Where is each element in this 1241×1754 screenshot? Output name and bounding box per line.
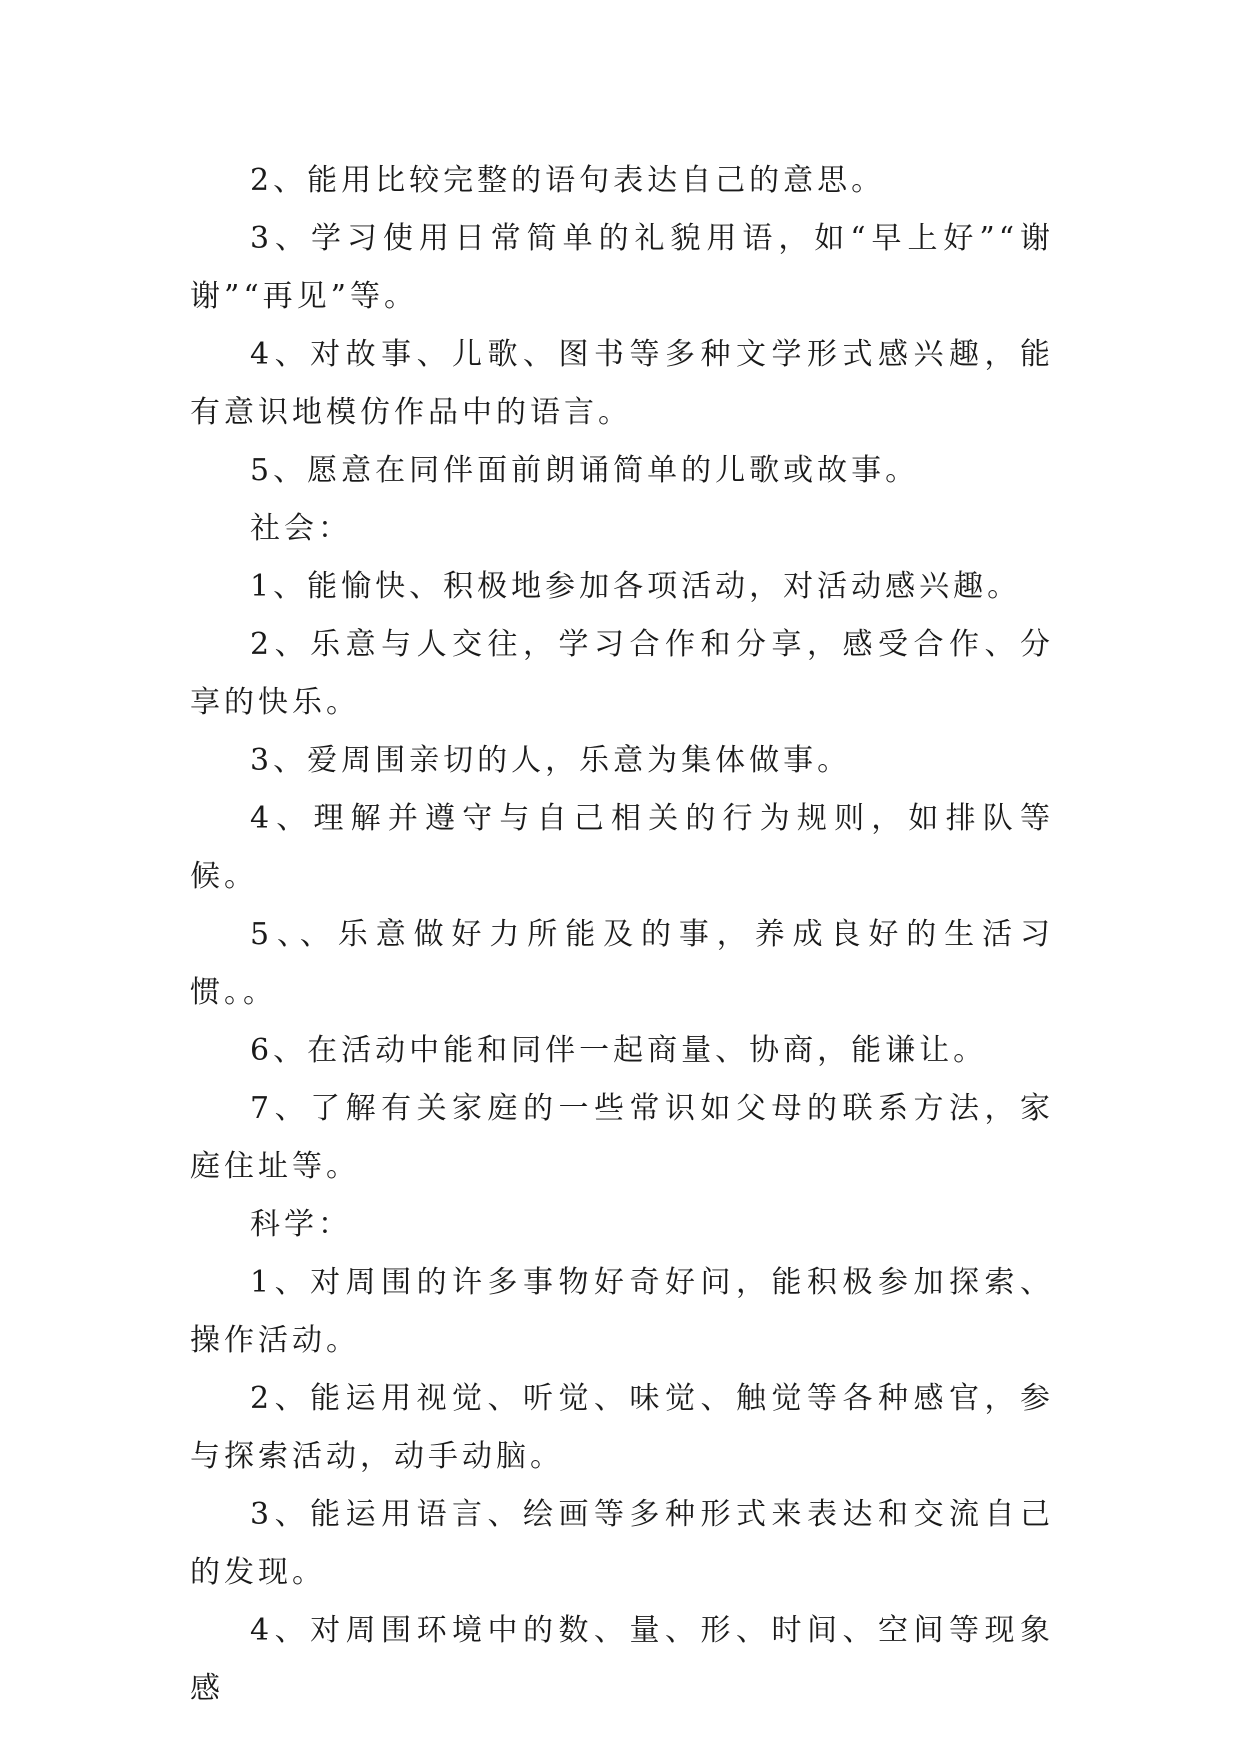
section-heading-social: 社会： xyxy=(250,511,352,546)
paragraph: 3、能运用语言、绘画等多种形式来表达和交流自己的发现。 xyxy=(190,1497,1054,1590)
paragraph: 4、对周围环境中的数、量、形、时间、空间等现象感 xyxy=(190,1613,1054,1706)
paragraph: 2、能运用视觉、听觉、味觉、触觉等各种感官，参与探索活动，动手动脑。 xyxy=(190,1381,1054,1474)
paragraph: 3、爱周围亲切的人，乐意为集体做事。 xyxy=(250,743,852,778)
paragraph: 4、对故事、儿歌、图书等多种文学形式感兴趣，能有意识地模仿作品中的语言。 xyxy=(190,337,1054,430)
section-heading-science: 科学： xyxy=(250,1207,352,1242)
paragraph: 7、了解有关家庭的一些常识如父母的联系方法，家庭住址等。 xyxy=(190,1091,1054,1184)
paragraph: 5、愿意在同伴面前朗诵简单的儿歌或故事。 xyxy=(250,453,920,488)
paragraph: 4、理解并遵守与自己相关的行为规则，如排队等候。 xyxy=(190,801,1054,894)
paragraph: 6、在活动中能和同伴一起商量、协商，能谦让。 xyxy=(250,1033,988,1068)
paragraph: 1、能愉快、积极地参加各项活动，对活动感兴趣。 xyxy=(250,569,1022,604)
paragraph: 5、、乐意做好力所能及的事，养成良好的生活习惯。。 xyxy=(190,917,1054,1010)
paragraph: 2、乐意与人交往，学习合作和分享，感受合作、分享的快乐。 xyxy=(190,627,1054,720)
document-body xyxy=(190,152,1054,1718)
paragraph: 3、学习使用日常简单的礼貌用语，如“早上好”“谢谢”“再见”等。 xyxy=(190,221,1054,314)
paragraph: 1、对周围的许多事物好奇好问，能积极参加探索、操作活动。 xyxy=(190,1265,1054,1358)
paragraph: 2、能用比较完整的语句表达自己的意思。 xyxy=(250,163,886,198)
